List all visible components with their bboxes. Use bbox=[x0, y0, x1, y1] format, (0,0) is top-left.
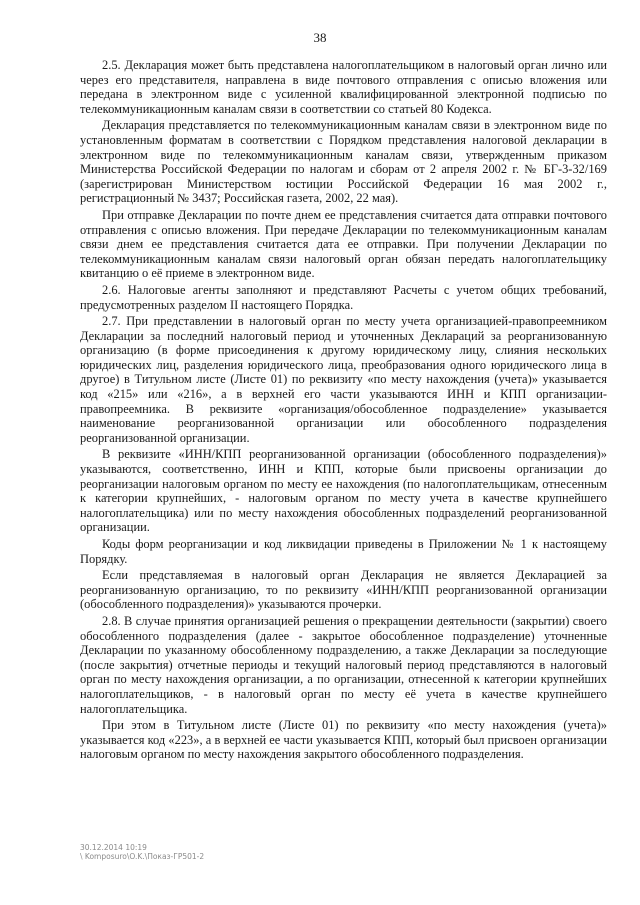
page-number: 38 bbox=[313, 30, 327, 45]
paragraph-telecom-submission: Декларация представляется по телекоммуникационным каналам связи в электронном виде по установленным форматам в соответствии с Порядком представления налоговой декларации в электронном виде по телекоммуникационным каналам связи, утвержденным приказом Министерства Российской Федерации по налогам и сборам от 2 апреля 2002 г. № БГ-3-32/169 (зарегистрирован Министерством юстиции Российской Федерации 16 мая 2002 г., регистрационный № 3437; Российская газета, 2002, 22 мая). bbox=[80, 118, 607, 206]
paragraph-2-7: 2.7. При представлении в налоговый орган по месту учета организацией-правопреемником Декларации за последний налоговый период и уточненных Деклараций за реорганизованную организацию (в форме присоединения к другому юридическому лицу, слияния нескольких юридических лиц, разделения юридического лица, преобразования одного юридического лица в другое) в Титульном листе (Листе 01) по реквизиту «по месту нахождения (учета)» указывается код «215» или «216», а в верхней его части указываются ИНН и КПП организации-правопреемника. В реквизите «организация/обособленное подразделение» указывается наименование реорганизованной организации или обособленного подразделения реорганизованной организации. bbox=[80, 314, 607, 445]
paragraph-2-8: 2.8. В случае принятия организацией решения о прекращении деятельности (закрытии) своего обособленного подразделения (далее - закрытое обособленное подразделение) уточненные Декларации по указанному обособленному подразделению, а также Декларации за последующие (после закрытия) отчетные периоды и текущий налоговый период представляются в налоговый орган по месту нахождения организации, а по организации, отнесенной к категории крупнейших налогоплательщиков, - в налоговый орган по месту её учета в качестве крупнейшего налогоплательщика. bbox=[80, 613, 607, 716]
paragraph-inn-kpp-reorganized: В реквизите «ИНН/КПП реорганизованной организации (обособленного подразделения)» указываются, соответственно, ИНН и КПП, которые были присвоены организации до реорганизации налоговым органом по месту ее нахождения (по налогоплательщикам, отнесенным к категории крупнейших, - налоговым органом по месту учета в качестве крупнейшего налогоплательщика) или по месту нахождения обособленных подразделений реорганизованной организации. bbox=[80, 447, 607, 535]
paragraph-2-6: 2.6. Налоговые агенты заполняют и представляют Расчеты с учетом общих требований, предусмотренных разделом II настоящего Порядка. bbox=[80, 282, 607, 312]
document-body bbox=[80, 58, 607, 764]
footer-file-path: \ Komposuro\O.K.\Показ-ГР501-2 bbox=[80, 852, 205, 861]
paragraph-submission-date: При отправке Декларации по почте днем ее представления считается дата отправки почтового отправления с описью вложения. При передаче Декларации по телекоммуникационным каналам связи днем ее представления считается дата ее отправки. При получении Декларации по телекоммуникационным каналам связи налоговый орган обязан передать налогоплательщику квитанцию о её приеме в электронном виде. bbox=[80, 207, 607, 281]
paragraph-dashes: Если представляемая в налоговый орган Декларация не является Декларацией за реорганизованную организацию, то по реквизиту «ИНН/КПП реорганизованной организации (обособленного подразделения)» указываются прочерки. bbox=[80, 568, 607, 612]
footer-timestamp: 30.12.2014 10:19 bbox=[80, 843, 147, 852]
footer-stamp bbox=[80, 843, 204, 861]
paragraph-2-5: 2.5. Декларация может быть представлена налогоплательщиком в налоговый орган лично или через его представителя, направлена в виде почтового отправления с описью вложения или передана в электронном виде с усиленной квалифицированной электронной подписью по телекоммуникационным каналам связи в соответствии со статьей 80 Кодекса. bbox=[80, 58, 607, 116]
paragraph-code-223: При этом в Титульном листе (Листе 01) по реквизиту «по месту нахождения (учета)» указывается код «223», а в верхней ее части указывается КПП, который был присвоен организации налоговым органом по месту нахождения закрытого обособленного подразделения. bbox=[80, 718, 607, 762]
paragraph-reorganization-codes: Коды форм реорганизации и код ликвидации приведены в Приложении № 1 к настоящему Порядку. bbox=[80, 537, 607, 566]
